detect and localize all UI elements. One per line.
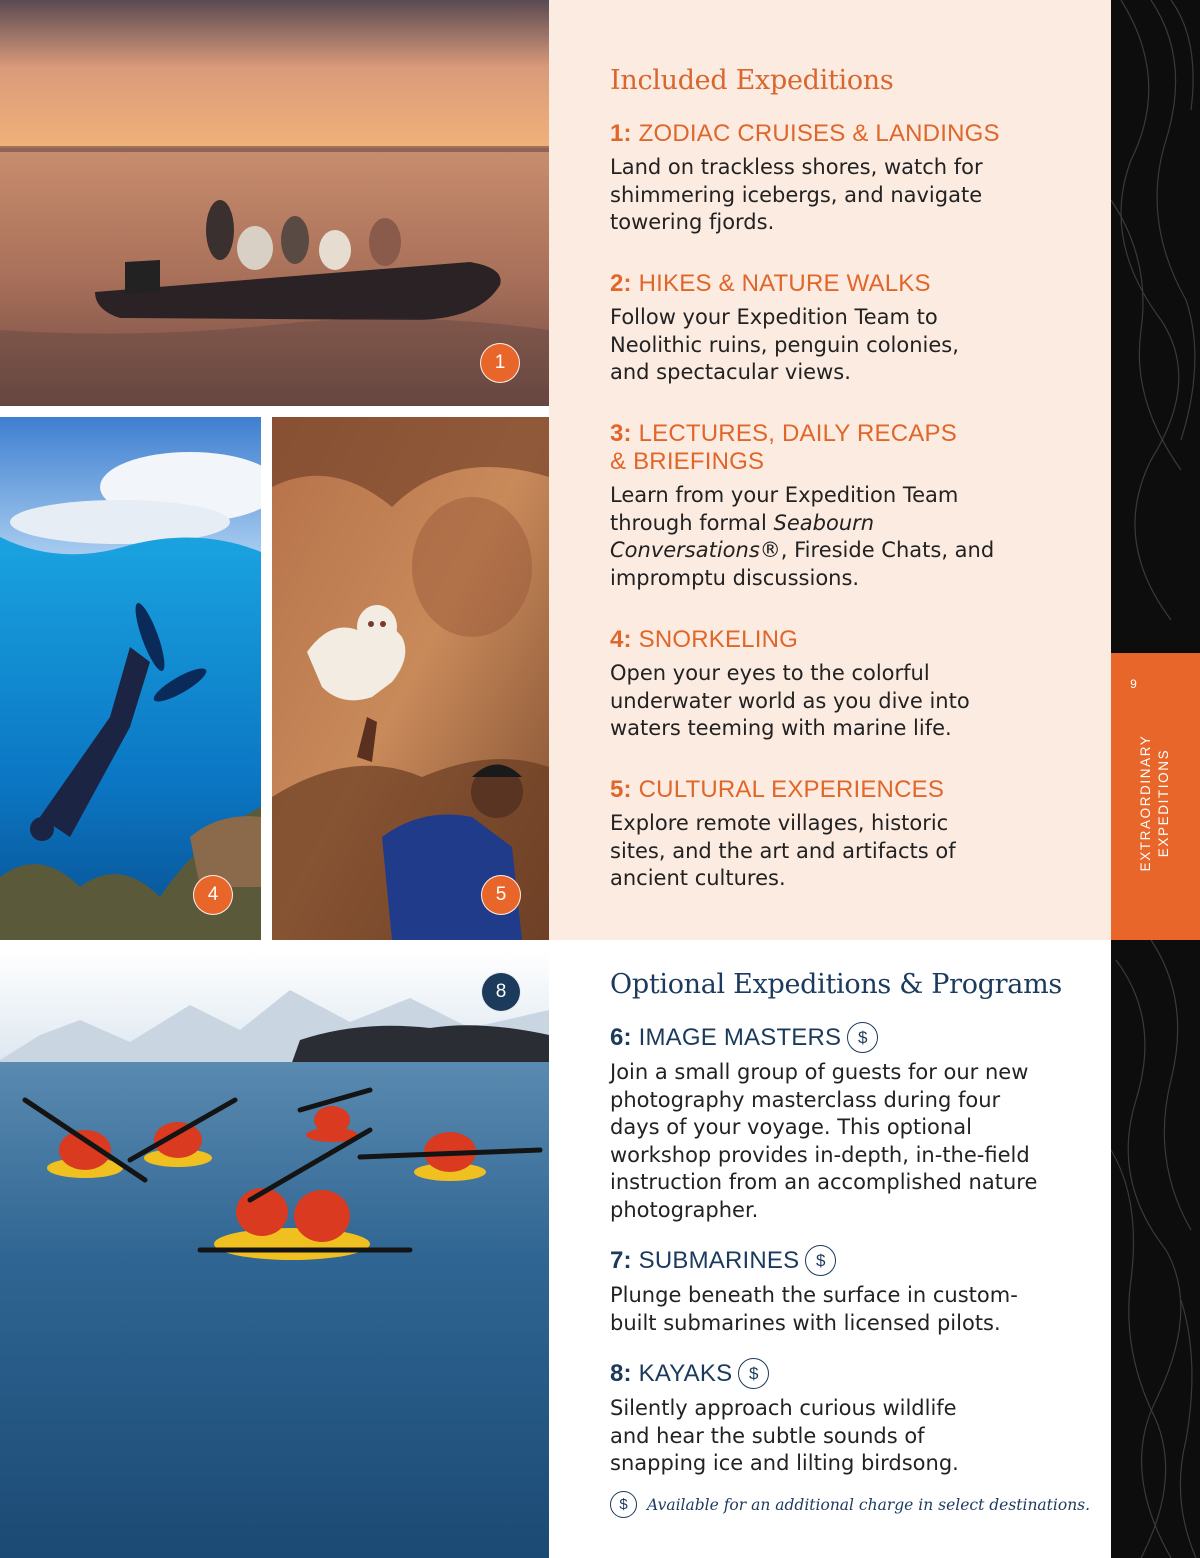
item-number: 7: bbox=[610, 1246, 632, 1274]
tab-label-line2: EXPEDITIONS bbox=[1156, 748, 1171, 858]
item-number: 8: bbox=[610, 1359, 632, 1387]
item-title: IMAGE MASTERS bbox=[638, 1023, 842, 1051]
item-description: Join a small group of guests for our new photography masterclass during four days of your voyage. This optional workshop provides in-depth, in-the-field instruction from an accomplished nature photographer. bbox=[610, 1060, 1038, 1222]
item-heading bbox=[610, 626, 1080, 654]
photo-badge-4: 4 bbox=[193, 875, 233, 915]
item-description: Explore remote villages, historic sites, and the art and artifacts of ancient cultures. bbox=[610, 811, 956, 890]
desc-text: Learn from your Expedition Team through formal bbox=[610, 483, 959, 535]
item-number: 3: bbox=[610, 420, 632, 447]
item-heading bbox=[610, 1358, 1080, 1389]
item-description: Silently approach curious wildlife and hear the subtle sounds of snapping ice and lilting birdsong. bbox=[610, 1396, 959, 1475]
included-item-hikes bbox=[610, 270, 1080, 387]
item-title: SNORKELING bbox=[638, 626, 798, 653]
photo-badge-5: 5 bbox=[481, 875, 521, 915]
section-tab-label bbox=[1137, 735, 1173, 872]
dollar-icon: $ bbox=[847, 1022, 878, 1053]
item-title-line2: & BRIEFINGS bbox=[610, 448, 765, 475]
item-title: HIKES & NATURE WALKS bbox=[638, 270, 931, 297]
item-description bbox=[610, 482, 1030, 592]
dollar-icon: $ bbox=[805, 1245, 836, 1276]
item-heading bbox=[610, 1245, 1080, 1276]
item-description: Open your eyes to the colorful underwater world as you dive into waters teeming with marine life. bbox=[610, 661, 970, 740]
item-number: 1: bbox=[610, 120, 632, 147]
item-number: 4: bbox=[610, 626, 632, 653]
optional-item-image-masters bbox=[610, 1022, 1080, 1224]
item-number: 6: bbox=[610, 1023, 632, 1051]
item-number: 2: bbox=[610, 270, 632, 297]
item-description: Land on trackless shores, watch for shimmering icebergs, and navigate towering fjords. bbox=[610, 155, 983, 234]
zodiac-cruise-photo bbox=[0, 0, 549, 406]
footnote bbox=[610, 1491, 1090, 1518]
page-number: 9 bbox=[1130, 677, 1137, 691]
item-description: Follow your Expedition Team to Neolithic ruins, penguin colonies, and spectacular views. bbox=[610, 305, 959, 384]
photo-badge-1: 1 bbox=[480, 343, 520, 383]
item-description: Plunge beneath the surface in custom-built submarines with licensed pilots. bbox=[610, 1283, 1018, 1335]
snorkeling-photo bbox=[0, 417, 261, 940]
item-title: ZODIAC CRUISES & LANDINGS bbox=[638, 120, 1000, 147]
optional-title: Optional Expeditions & Programs bbox=[610, 969, 1062, 1000]
item-title: LECTURES, DAILY RECAPS bbox=[638, 420, 957, 447]
item-number: 5: bbox=[610, 776, 632, 803]
footnote-text: Available for an additional charge in select destinations. bbox=[647, 1495, 1091, 1514]
tab-label-line1: EXTRAORDINARY bbox=[1138, 734, 1153, 872]
item-heading bbox=[610, 776, 1080, 804]
kayak-photo bbox=[0, 950, 549, 1558]
item-title: KAYAKS bbox=[638, 1359, 733, 1387]
included-title: Included Expeditions bbox=[610, 65, 894, 96]
optional-expeditions-panel bbox=[549, 940, 1111, 1558]
included-expeditions-panel bbox=[549, 0, 1111, 940]
item-heading bbox=[610, 1022, 1080, 1053]
section-tab bbox=[1111, 653, 1200, 940]
included-item-zodiac bbox=[610, 120, 1080, 237]
desc-emphasis: Seabourn Conversations bbox=[610, 510, 875, 562]
cultural-rock-art-photo bbox=[272, 417, 549, 940]
desc-text: ®, Fireside Chats, and impromptu discussions. bbox=[610, 538, 995, 590]
dollar-icon: $ bbox=[610, 1491, 637, 1518]
optional-item-submarines bbox=[610, 1245, 1080, 1337]
dollar-icon: $ bbox=[738, 1358, 769, 1389]
item-heading bbox=[610, 270, 1080, 298]
item-heading bbox=[610, 120, 1080, 148]
included-item-snorkeling bbox=[610, 626, 1080, 743]
photo-badge-8: 8 bbox=[481, 972, 521, 1012]
item-title: CULTURAL EXPERIENCES bbox=[638, 776, 945, 803]
included-item-cultural bbox=[610, 776, 1080, 893]
item-heading bbox=[610, 420, 1080, 476]
included-item-lectures bbox=[610, 420, 1080, 592]
optional-item-kayaks bbox=[610, 1358, 1080, 1478]
item-title: SUBMARINES bbox=[638, 1246, 800, 1274]
